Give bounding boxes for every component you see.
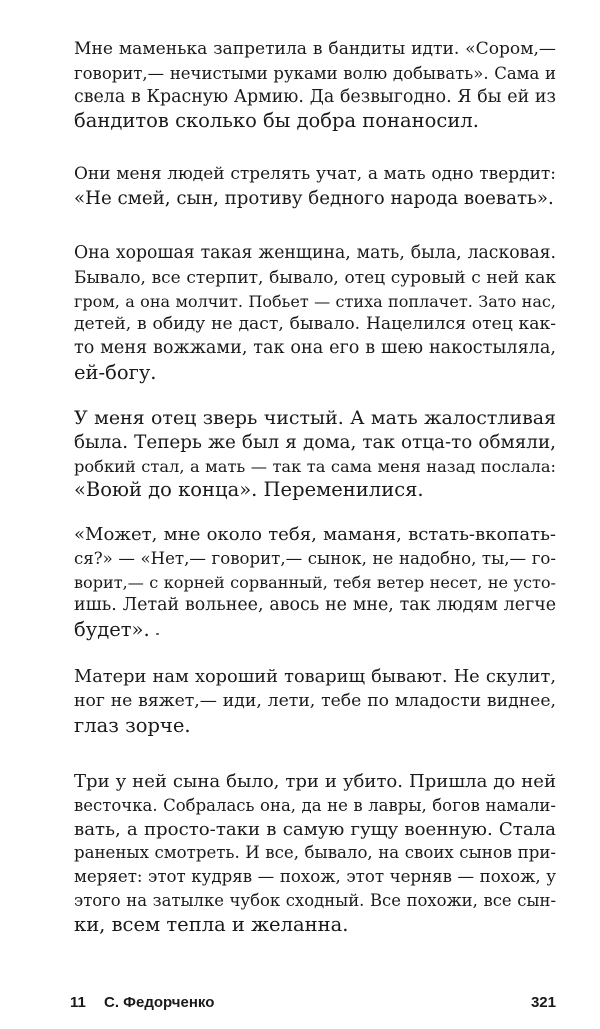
footer-author: С. Федорченко: [104, 994, 215, 1011]
text-line: Матери нам хороший товарищ бывают. Не скулит,: [74, 667, 556, 687]
text-line: меряет: этот кудряв — похож, этот черняв — похож, у: [74, 867, 556, 887]
text-line: была. Теперь же был я дома, так отца-то обмяли,: [74, 431, 556, 453]
text-line: ся?» — «Нет,— говорит,— сынок, не надобно, ты,— го-: [74, 548, 556, 568]
text-line: говорит,— нечистыми руками волю добывать». Сама и: [74, 63, 556, 83]
text-line: Мне маменька запретила в бандиты идти. «Сором,—: [74, 39, 556, 59]
paragraph: [74, 38, 556, 133]
text-line: ей-богу.: [74, 360, 157, 384]
text-line: раненых смотреть. И все, бывало, на своих сынов при-: [74, 843, 556, 863]
paragraph: [74, 163, 556, 211]
text-line: бандитов сколько бы добра понаносил.: [74, 109, 479, 133]
text-line: свела в Красную Армию. Да безвыгодно. Я бы ей из: [74, 86, 556, 107]
text-line: будет».: [74, 618, 150, 642]
text-line: то меня вожжами, так она его в шею накостыляла,: [74, 338, 556, 359]
text-line: ки, всем тепла и желанна.: [74, 912, 349, 936]
signature-mark: 11: [70, 994, 86, 1011]
text-line: детей, в обиду не даст, бывало. Нацелился отец как-: [74, 314, 556, 335]
text-line: робкий стал, а мать — так та сама меня назад послала:: [74, 456, 556, 476]
text-line: Она хорошая такая женщина, мать, была, ласковая.: [74, 243, 556, 263]
text-line: этого на затылке чубок сходный. Все похожи, все сын-: [74, 890, 556, 910]
paragraph: [74, 523, 556, 642]
text-line: «Воюй до конца». Переменилися.: [74, 478, 424, 502]
text-line: Бывало, все стерпит, бывало, отец суровый с ней как: [74, 266, 556, 287]
paragraph: [74, 407, 556, 502]
text-line: У меня отец зверь чистый. А мать жалостливая: [74, 407, 556, 429]
text-line: весточка. Собралась она, да не в лавры, богов намали-: [74, 795, 556, 815]
text-line: «Не смей, сын, противу бедного народа воевать».: [74, 187, 554, 209]
text-line: ворит,— с корней сорванный, тебя ветер несет, не усто-: [74, 572, 556, 592]
text-line: Три у ней сына было, три и убито. Пришла до ней: [74, 771, 556, 792]
text-line: гром, а она молчит. Побьет — стиха поплачет. Зато нас,: [74, 291, 556, 311]
text-line: Они меня людей стрелять учат, а мать одно твердит:: [74, 164, 556, 184]
paragraph: [74, 242, 556, 385]
print-speck: [156, 633, 159, 635]
text-line: глаз зорче.: [74, 713, 191, 737]
paragraph: [74, 666, 556, 737]
text-line: «Может, мне около тебя, маманя, встать-вкопать-: [74, 524, 556, 545]
text-line: ног не вяжет,— иди, лети, тебе по младости виднее,: [74, 690, 556, 711]
text-line: вать, а просто-таки в самую гущу военную. Стала: [74, 818, 556, 840]
page-number: 321: [530, 994, 556, 1011]
text-line: ишь. Летай вольнее, авось не мне, так людям легче: [74, 595, 556, 616]
paragraph: [74, 770, 556, 937]
